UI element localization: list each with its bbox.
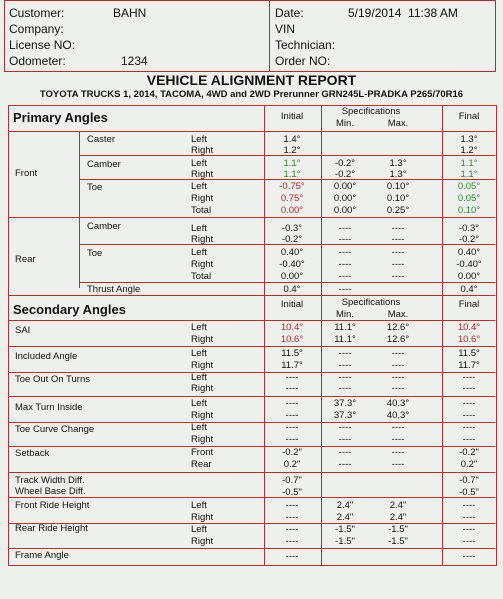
min-value: 37.3°	[333, 398, 357, 409]
min-value: 37.3°	[333, 410, 357, 421]
max-value: 2.4"	[389, 500, 407, 511]
rule-final-left	[442, 106, 443, 295]
max-value: ----	[391, 459, 405, 470]
vehicle-description: TOYOTA TRUCKS 1, 2014, TACOMA, 4WD and 2WD Prerunner GRN245L-PRADKA P265/70R16	[39, 89, 464, 100]
license-label: License NO:	[9, 38, 76, 52]
side-label: Total	[191, 205, 212, 216]
col-final: Final	[458, 111, 480, 122]
rule-primary-bottom	[9, 295, 495, 296]
date-label: Date:	[275, 6, 304, 20]
rule-row	[9, 422, 495, 423]
col-min: Min.	[336, 118, 354, 129]
side-label: Right	[191, 360, 214, 371]
sec-col-min: Min.	[336, 309, 354, 320]
final-value: 0.00°	[457, 271, 481, 282]
final-value: 1.1°	[460, 169, 478, 180]
rule-row	[9, 472, 495, 473]
max-value: 0.25°	[386, 205, 410, 216]
max-value: ----	[391, 372, 405, 383]
side-label: Right	[191, 512, 214, 523]
max-value: ----	[391, 234, 405, 245]
max-value: 0.10°	[386, 193, 410, 204]
side-label: Left	[191, 181, 207, 192]
rule-row	[9, 372, 495, 373]
initial-value: 0.2"	[283, 459, 301, 470]
final-value: 0.05°	[457, 181, 481, 192]
final-value: 0.40°	[457, 247, 481, 258]
final-value: ----	[462, 500, 476, 511]
min-value: 0.00°	[333, 205, 357, 216]
side-label: Left	[191, 398, 207, 409]
min-value: ----	[338, 348, 352, 359]
final-value: ----	[462, 536, 476, 547]
max-turn-label: Max Turn Inside	[15, 402, 83, 413]
side-label: Left	[191, 500, 207, 511]
min-value: ----	[338, 234, 352, 245]
side-label: Right	[191, 434, 214, 445]
company-label: Company:	[9, 22, 64, 36]
camber-label: Camber	[87, 159, 121, 170]
rear-ride-label: Rear Ride Height	[15, 523, 88, 534]
initial-value: -0.2°	[281, 234, 303, 245]
rule-header-bottom	[9, 131, 495, 132]
side-label: Right	[191, 383, 214, 394]
min-value: -1.5"	[335, 536, 355, 547]
min-value: ----	[338, 284, 352, 295]
final-value: 0.2"	[460, 459, 478, 470]
final-value: ----	[462, 512, 476, 523]
initial-value: -0.2"	[282, 447, 302, 458]
final-value: 1.3°	[460, 134, 478, 145]
header-divider	[269, 1, 270, 71]
min-value: ----	[338, 447, 352, 458]
final-value: -0.2°	[458, 234, 480, 245]
min-value: -0.2°	[334, 158, 356, 169]
max-value: ----	[391, 434, 405, 445]
initial-value: -0.40°	[279, 259, 305, 270]
final-value: 11.5°	[458, 348, 480, 359]
min-value: ----	[338, 422, 352, 433]
initial-value: 10.4°	[280, 322, 304, 333]
customer-label: Customer:	[9, 6, 65, 20]
side-label: Right	[191, 536, 214, 547]
max-value: ----	[391, 271, 405, 282]
side-label: Left	[191, 348, 207, 359]
rule-row	[9, 346, 495, 347]
final-value: ----	[462, 372, 476, 383]
rule-sec-final-left	[442, 295, 443, 565]
initial-value: -0.5"	[282, 487, 302, 498]
initial-value: 11.5°	[281, 348, 303, 359]
rule-sec-initial-right	[321, 295, 322, 565]
max-value: -1.5"	[388, 536, 408, 547]
col-max: Max.	[387, 118, 409, 129]
max-value: 2.4"	[389, 512, 407, 523]
final-value: -0.7"	[459, 475, 479, 486]
min-value: 0.00°	[333, 181, 357, 192]
min-value: 2.4"	[336, 512, 354, 523]
initial-value: 0.00°	[280, 271, 304, 282]
odometer-value: 1234	[121, 54, 148, 68]
initial-value: ----	[285, 524, 299, 535]
wheel-base-label: Wheel Base Diff.	[15, 486, 86, 497]
thrust-angle-label: Thrust Angle	[87, 284, 141, 295]
final-value: ----	[462, 383, 476, 394]
initial-value: ----	[285, 536, 299, 547]
final-value: ----	[462, 434, 476, 445]
max-value: ----	[391, 383, 405, 394]
side-label: Right	[191, 334, 214, 345]
max-value: ----	[391, 259, 405, 270]
setback-label: Setback	[15, 448, 50, 459]
track-width-label: Track Width Diff.	[15, 475, 85, 486]
side-label: Right	[191, 169, 214, 180]
min-value: ----	[338, 360, 352, 371]
initial-value: 0.4°	[283, 284, 301, 295]
min-value: ----	[338, 271, 352, 282]
side-label: Left	[191, 422, 207, 433]
final-value: 0.4°	[460, 284, 478, 295]
order-label: Order NO:	[275, 54, 331, 68]
final-value: 0.10°	[457, 205, 481, 216]
min-value: 2.4"	[336, 500, 354, 511]
vin-label: VIN	[275, 22, 296, 36]
max-value: ----	[391, 360, 405, 371]
side-label: Right	[191, 410, 214, 421]
initial-value: -0.7"	[282, 475, 302, 486]
side-label: Left	[191, 247, 207, 258]
rule-row	[9, 497, 495, 498]
included-angle-label: Included Angle	[15, 351, 78, 362]
header-box	[4, 0, 496, 72]
side-label: Front	[191, 447, 214, 458]
initial-value: ----	[285, 551, 299, 562]
initial-value: 1.1°	[283, 158, 301, 169]
final-value: -0.2"	[459, 447, 479, 458]
frame-angle-label: Frame Angle	[15, 550, 69, 561]
alignment-table	[8, 105, 497, 566]
caster-label: Caster	[87, 134, 115, 145]
side-label: Right	[191, 145, 214, 156]
odometer-label: Odometer:	[9, 54, 66, 68]
side-label: Rear	[191, 459, 212, 470]
max-value: 1.3°	[389, 158, 407, 169]
initial-value: ----	[285, 383, 299, 394]
side-label: Left	[191, 322, 207, 333]
front-ride-label: Front Ride Height	[15, 500, 90, 511]
min-value: 11.1°	[334, 334, 356, 345]
col-specifications: Specifications	[341, 106, 401, 117]
min-value: ----	[338, 247, 352, 258]
min-value: ----	[338, 223, 352, 234]
rule-front-bottom	[9, 217, 495, 218]
side-label: Total	[191, 271, 212, 282]
rule-row	[9, 396, 495, 397]
min-value: ----	[338, 383, 352, 394]
rule-row	[9, 548, 495, 549]
initial-value: ----	[285, 410, 299, 421]
final-value: ----	[462, 422, 476, 433]
toe-label: Toe	[87, 182, 103, 193]
max-value: ----	[391, 247, 405, 258]
min-value: 0.00°	[333, 193, 357, 204]
initial-value: 0.75°	[280, 193, 304, 204]
min-value: ----	[338, 372, 352, 383]
initial-value: 1.2°	[283, 145, 301, 156]
side-label: Right	[191, 193, 214, 204]
sec-col-final: Final	[458, 299, 480, 310]
max-value: ----	[391, 422, 405, 433]
initial-value: ----	[285, 398, 299, 409]
initial-value: ----	[285, 372, 299, 383]
toe-curve-label: Toe Curve Change	[15, 424, 95, 435]
rule-sec-initial-left	[264, 295, 265, 565]
technician-label: Technician:	[275, 38, 336, 52]
max-value: 40.3°	[386, 410, 410, 421]
customer-value: BAHN	[113, 6, 147, 20]
max-value: ----	[391, 348, 405, 359]
max-value: 12.6°	[386, 334, 410, 345]
min-value: 11.1°	[334, 322, 356, 333]
final-value: -0.40°	[456, 259, 482, 270]
initial-value: -0.75°	[279, 181, 305, 192]
min-value: -0.2°	[334, 169, 356, 180]
initial-value: ----	[285, 434, 299, 445]
rule-rear-toe-bottom	[79, 282, 495, 283]
initial-value: ----	[285, 500, 299, 511]
max-value: 40.3°	[386, 398, 410, 409]
final-value: ----	[462, 398, 476, 409]
final-value: 10.4°	[457, 322, 481, 333]
max-value: ----	[391, 223, 405, 234]
final-value: 11.7°	[458, 360, 480, 371]
min-value: ----	[338, 434, 352, 445]
rule-initial-left	[264, 106, 265, 295]
secondary-heading: Secondary Angles	[13, 302, 126, 317]
side-label: Right	[191, 259, 214, 270]
max-value: ----	[391, 447, 405, 458]
sec-col-specifications: Specifications	[341, 297, 401, 308]
final-value: ----	[462, 410, 476, 421]
final-value: 1.1°	[460, 158, 478, 169]
rear-label: Rear	[15, 254, 36, 265]
rule-row	[9, 446, 495, 447]
final-value: 1.2°	[460, 145, 478, 156]
side-label: Left	[191, 134, 207, 145]
final-value: -0.3°	[458, 223, 480, 234]
initial-value: ----	[285, 422, 299, 433]
front-label: Front	[15, 168, 38, 179]
max-value: 1.3°	[389, 169, 407, 180]
initial-value: ----	[285, 512, 299, 523]
initial-value: 10.6°	[280, 334, 304, 345]
max-value: 12.6°	[386, 322, 410, 333]
toe-out-label: Toe Out On Turns	[15, 374, 90, 385]
max-value: -1.5"	[388, 524, 408, 535]
side-label: Left	[191, 372, 207, 383]
initial-value: 0.40°	[280, 247, 304, 258]
sec-col-max: Max.	[387, 309, 409, 320]
initial-value: 0.00°	[280, 205, 304, 216]
min-value: -1.5"	[335, 524, 355, 535]
max-value: 0.10°	[386, 181, 410, 192]
sec-col-initial: Initial	[280, 299, 304, 310]
final-value: ----	[462, 551, 476, 562]
side-label: Left	[191, 524, 207, 535]
final-value: -0.5"	[459, 487, 479, 498]
final-value: ----	[462, 524, 476, 535]
rule-initial-right	[321, 106, 322, 295]
final-value: 10.6°	[457, 334, 481, 345]
min-value: ----	[338, 259, 352, 270]
initial-value: 1.1°	[283, 169, 301, 180]
side-label: Left	[191, 223, 207, 234]
min-value: ----	[338, 459, 352, 470]
initial-value: 11.7°	[281, 360, 303, 371]
side-label: Left	[191, 158, 207, 169]
rear-camber-label: Camber	[87, 221, 121, 232]
final-value: 0.05°	[457, 193, 481, 204]
side-label: Right	[191, 234, 214, 245]
report-title: VEHICLE ALIGNMENT REPORT	[146, 72, 357, 88]
initial-value: -0.3°	[281, 223, 303, 234]
rule-sec-header-bottom	[9, 320, 495, 321]
initial-value: 1.4°	[283, 134, 301, 145]
date-value: 5/19/2014 11:38 AM	[348, 6, 458, 20]
rear-toe-label: Toe	[87, 248, 103, 259]
col-initial: Initial	[280, 111, 304, 122]
primary-heading: Primary Angles	[13, 110, 108, 125]
sai-label: SAI	[15, 325, 31, 336]
